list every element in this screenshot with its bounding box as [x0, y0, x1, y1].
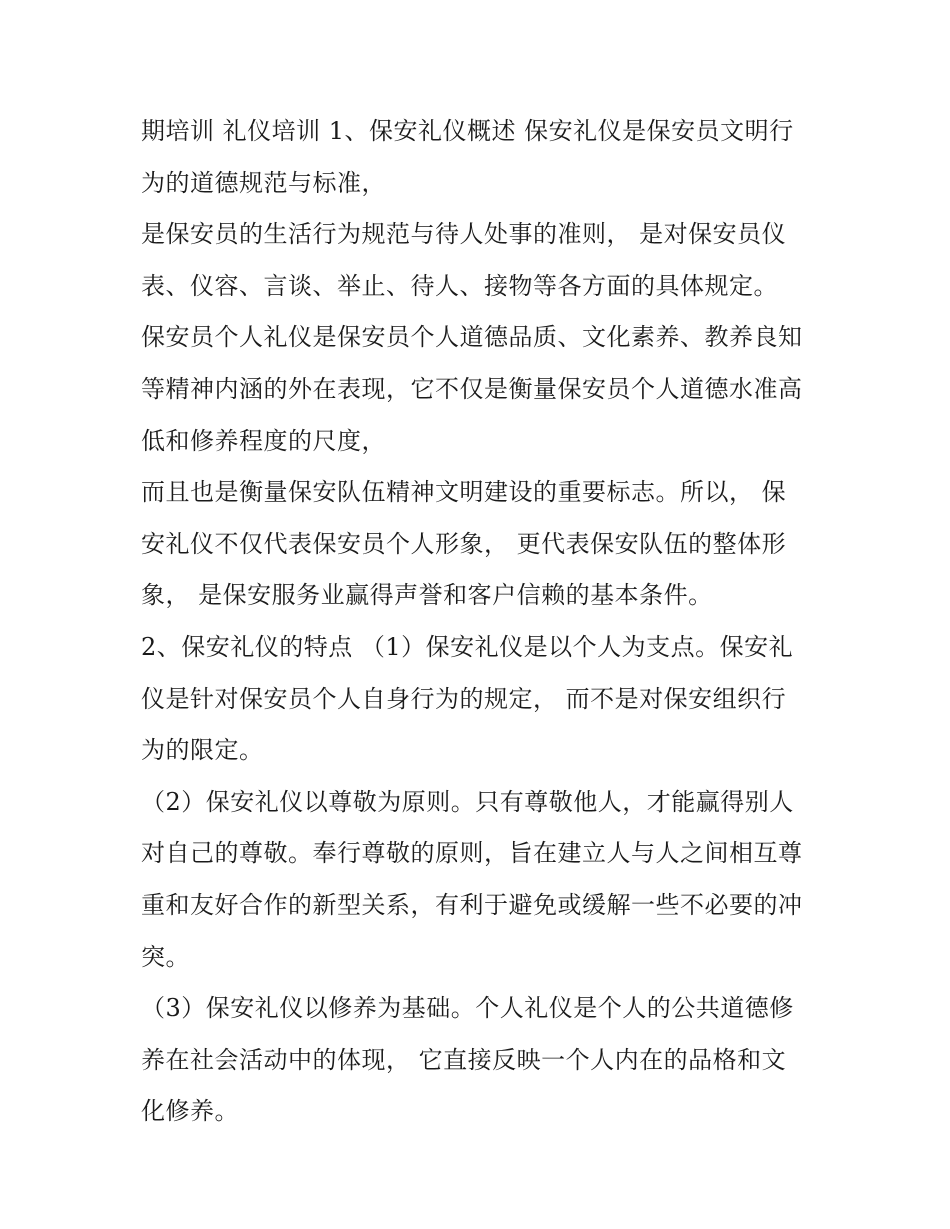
text-line-1: 期培训 礼仪培训 1、保安礼仪概述 保安礼仪是保安员文明行 — [141, 117, 794, 145]
text-line-12: 仪是针对保安员个人自身行为的规定， 而不是对保安组织行 — [141, 684, 787, 713]
text-line-16: 重和友好合作的新型关系，有利于避免或缓解一些不必要的冲 — [141, 890, 803, 919]
body-text — [141, 106, 821, 1138]
text-line-18: （3）保安礼仪以修养为基础。个人礼仪是个人的公共道德修 — [141, 994, 794, 1023]
text-line-15: 对自己的尊敬。奉行尊敬的原则，旨在建立人与人之间相互尊 — [141, 839, 803, 868]
text-line-7: 低和修养程度的尺度， — [141, 426, 386, 455]
text-line-14: （2）保安礼仪以尊敬为原则。只有尊敬他人，才能赢得别人 — [141, 787, 794, 816]
text-line-17: 突。 — [141, 942, 190, 971]
text-line-10: 象， 是保安服务业赢得声誉和客户信赖的基本条件。 — [141, 581, 713, 610]
text-line-20: 化修养。 — [141, 1097, 239, 1126]
text-line-11: 2、保安礼仪的特点 （1）保安礼仪是以个人为支点。保安礼 — [141, 632, 794, 661]
text-line-6: 等精神内涵的外在表现，它不仅是衡量保安员个人道德水准高 — [141, 374, 803, 403]
text-line-19: 养在社会活动中的体现， 它直接反映一个人内在的品格和文 — [141, 1045, 787, 1074]
text-line-2: 为的道德规范与标准， — [141, 168, 386, 197]
text-line-9: 安礼仪不仅代表保安员个人形象， 更代表保安队伍的整体形 — [141, 529, 787, 558]
text-line-3: 是保安员的生活行为规范与待人处事的准则， 是对保安员仪 — [141, 220, 787, 249]
text-line-13: 为的限定。 — [141, 736, 264, 765]
text-line-4: 表、仪容、言谈、举止、待人、接物等各方面的具体规定。 — [141, 271, 778, 300]
text-line-8: 而且也是衡量保安队伍精神文明建设的重要标志。所以， 保 — [141, 478, 787, 507]
text-line-5: 保安员个人礼仪是保安员个人道德品质、文化素养、教养良知 — [141, 323, 803, 352]
